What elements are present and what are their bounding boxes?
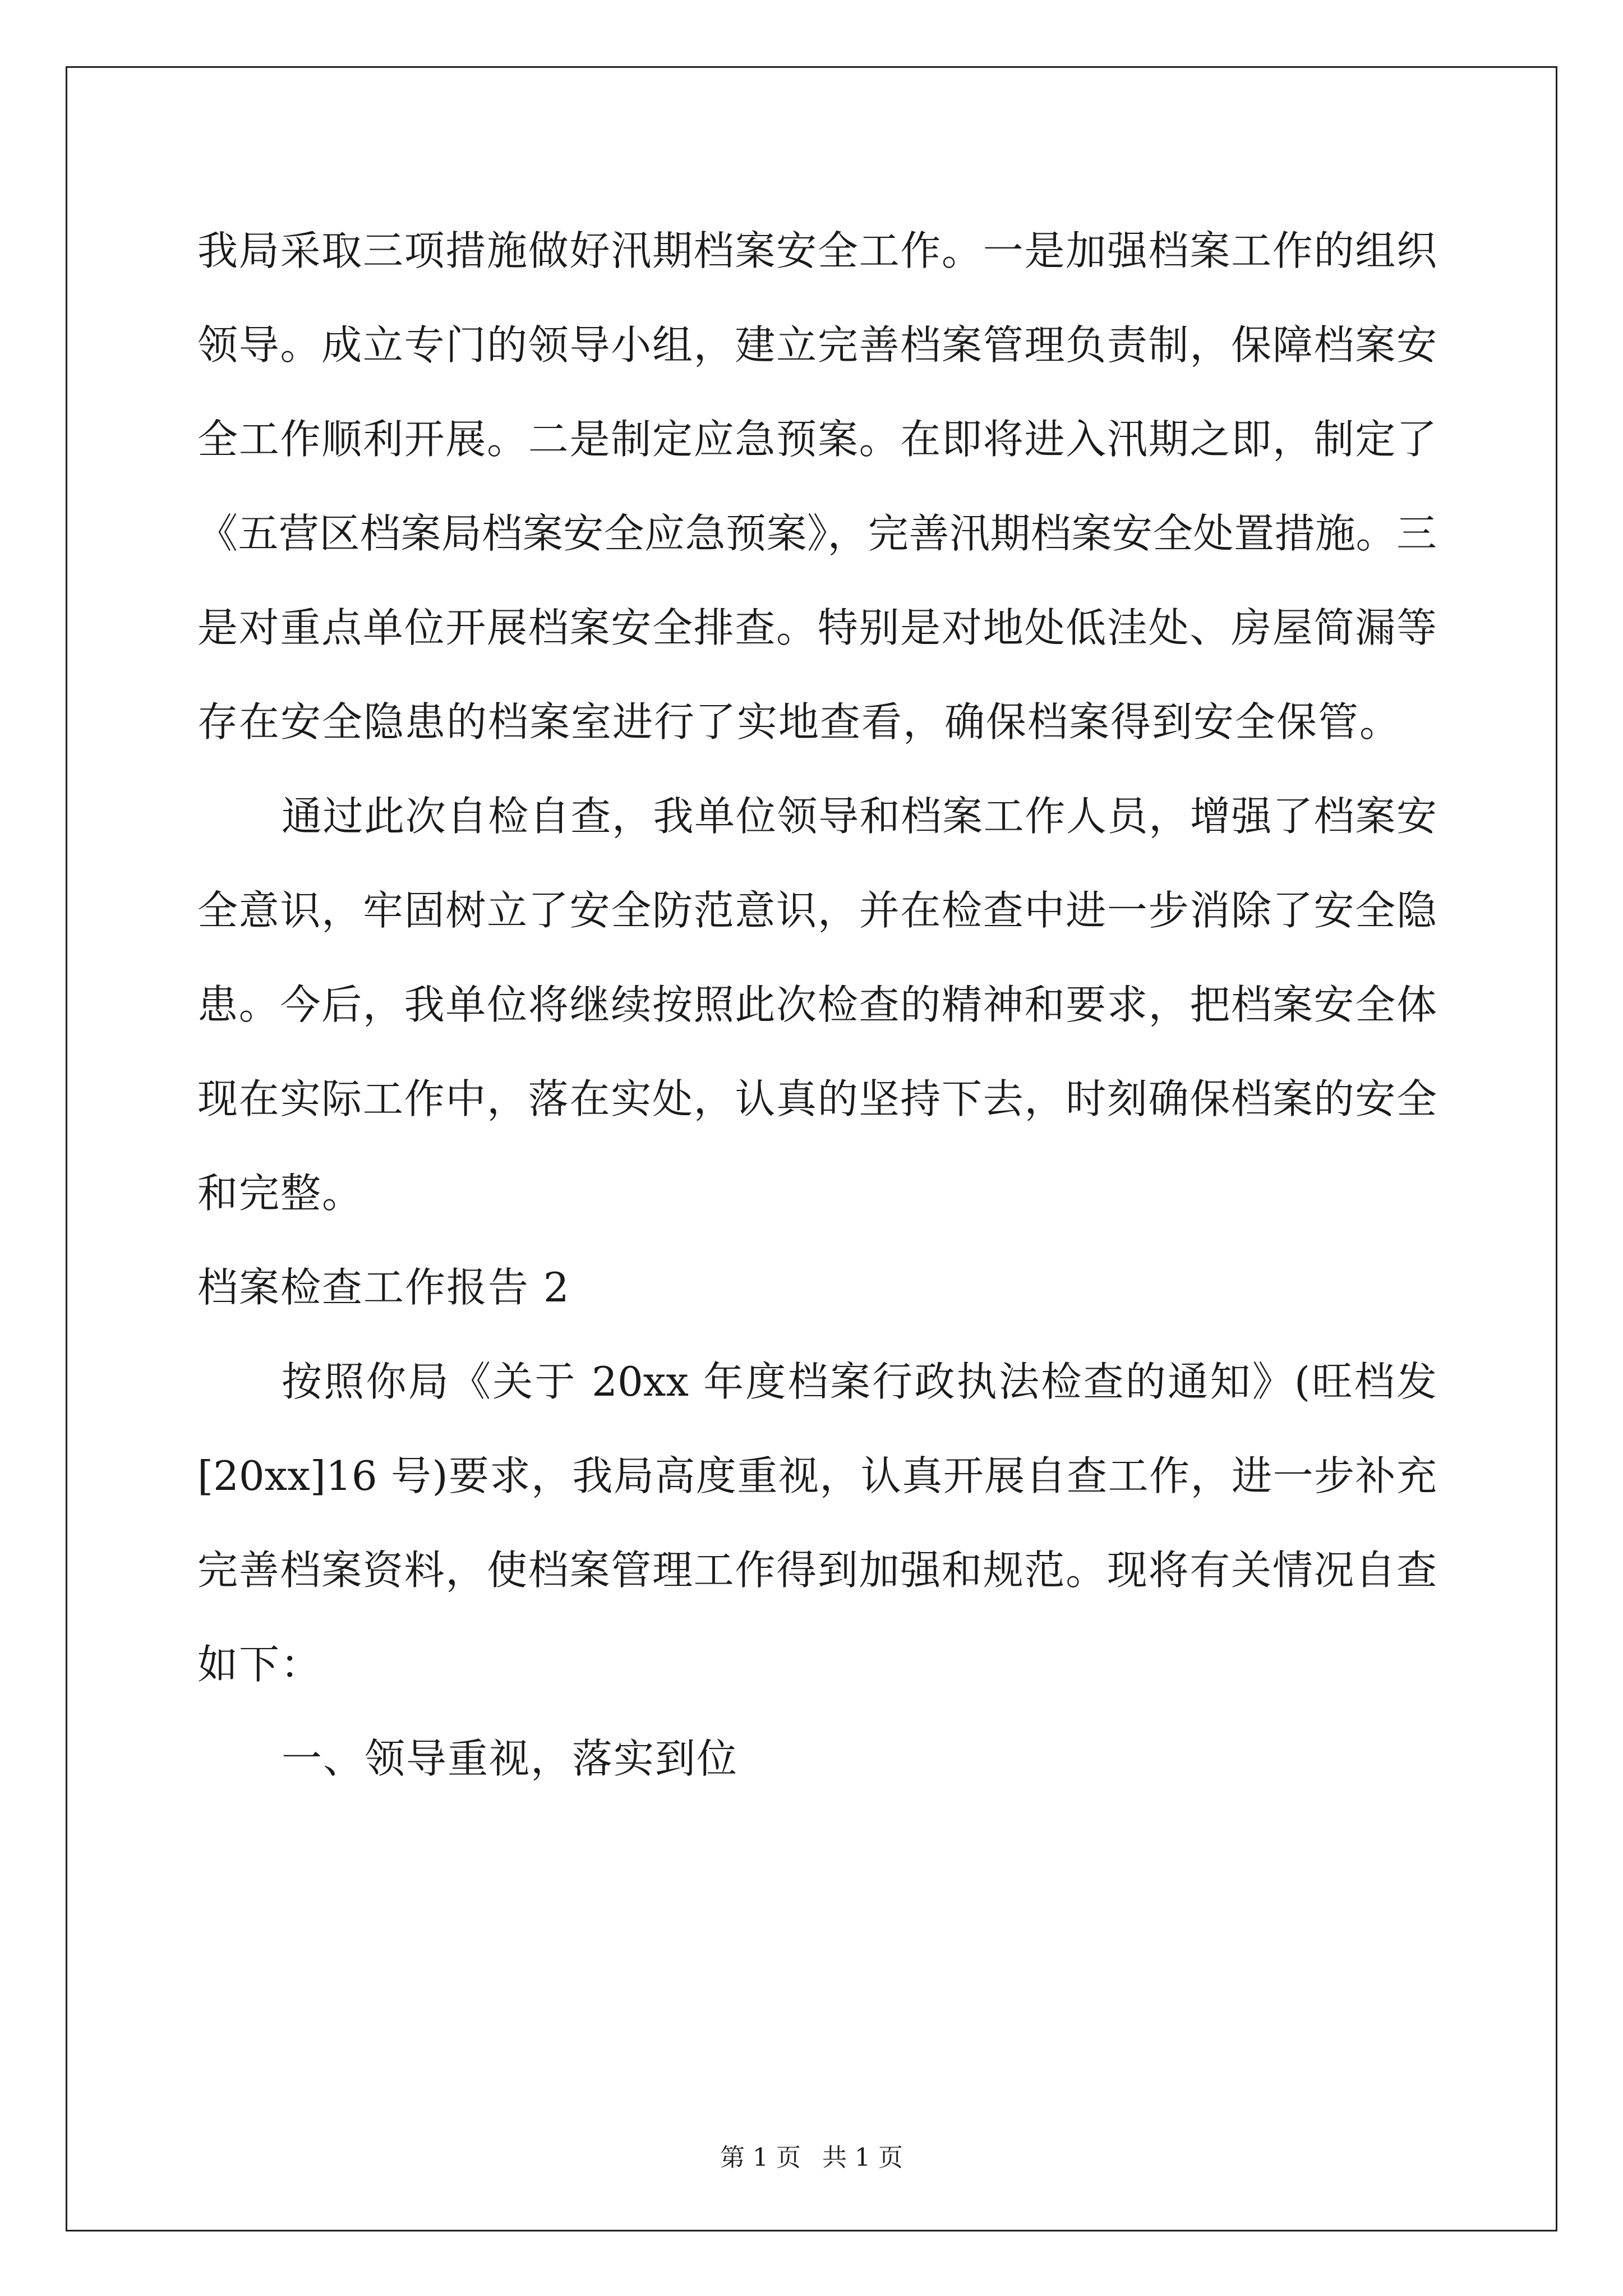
paragraph-line: 我局采取三项措施做好汛期档案安全工作。一是加强档案工作的组织 [197,227,1437,274]
paragraph-line: 全意识，牢固树立了安全防范意识，并在检查中进一步消除了安全隐 [197,887,1437,934]
paragraph-line: 现在实际工作中，落在实处，认真的坚持下去，时刻确保档案的安全 [197,1075,1437,1122]
page-footer [0,2137,1623,2173]
paragraph-line: 领导。成立专门的领导小组，建立完善档案管理负责制，保障档案安 [197,321,1437,369]
paragraph-line: 是对重点单位开展档案安全排查。特别是对地处低洼处、房屋简漏等 [197,604,1437,651]
subsection-heading: 一、领导重视，落实到位 [282,1735,739,1782]
page-number: 第 1 页 [720,2143,801,2172]
page-border [66,66,1557,2231]
paragraph-line: 《五营区档案局档案安全应急预案》，完善汛期档案安全处置措施。三 [197,510,1437,557]
paragraph-line: 患。今后，我单位将继续按照此次检查的精神和要求，把档案安全体 [197,981,1437,1028]
paragraph-line: 如下： [197,1641,322,1688]
section-heading: 档案检查工作报告 2 [197,1264,570,1311]
paragraph-line: 存在安全隐患的档案室进行了实地查看，确保档案得到安全保管。 [197,698,1401,746]
paragraph-line: 和完整。 [197,1170,364,1217]
paragraph-line: 完善档案资料，使档案管理工作得到加强和规范。现将有关情况自查 [197,1547,1437,1594]
page-total: 共 1 页 [822,2143,903,2172]
paragraph-line: 通过此次自检自查，我单位领导和档案工作人员，增强了档案安 [282,793,1437,840]
paragraph-line: 全工作顺利开展。二是制定应急预案。在即将进入汛期之即，制定了 [197,416,1437,463]
paragraph-line: [20xx]16 号)要求，我局高度重视，认真开展自查工作，进一步补充 [197,1452,1437,1499]
paragraph-line: 按照你局《关于 20xx 年度档案行政执法检查的通知》(旺档发 [282,1358,1437,1405]
